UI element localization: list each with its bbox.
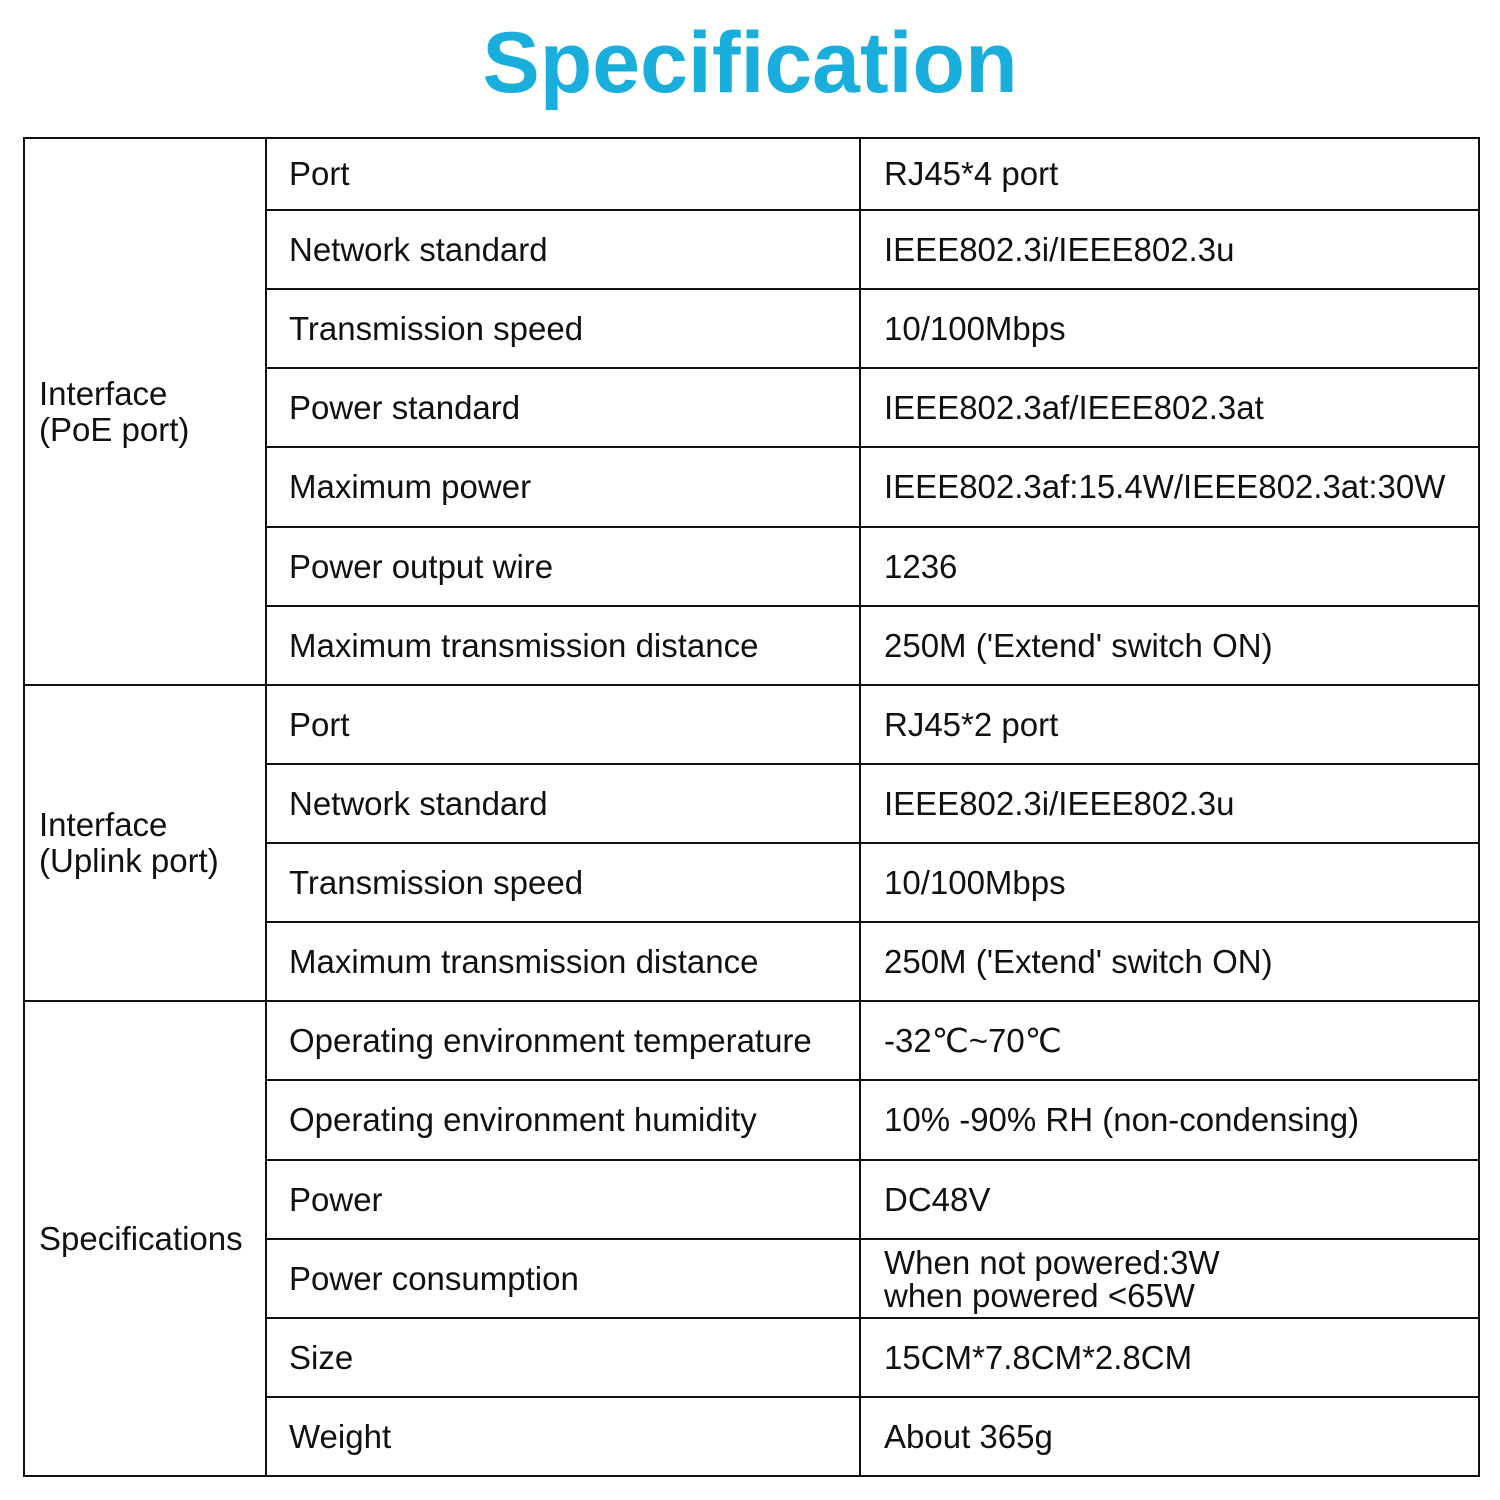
spec-value: IEEE802.3i/IEEE802.3u <box>860 210 1479 289</box>
spec-name: Operating environment temperature <box>266 1001 860 1080</box>
spec-value: 10/100Mbps <box>860 289 1479 368</box>
spec-value: 15CM*7.8CM*2.8CM <box>860 1318 1479 1397</box>
group-label-line1: Specifications <box>39 1219 243 1257</box>
spec-value: IEEE802.3af:15.4W/IEEE802.3at:30W <box>860 447 1479 527</box>
spec-value: 250M ('Extend' switch ON) <box>860 922 1479 1001</box>
spec-name: Maximum power <box>266 447 860 527</box>
spec-name: Network standard <box>266 210 860 289</box>
spec-value: DC48V <box>860 1160 1479 1239</box>
spec-value: 10/100Mbps <box>860 843 1479 922</box>
spec-name: Size <box>266 1318 860 1397</box>
spec-value: -32℃~70℃ <box>860 1001 1479 1080</box>
group-label-line2: (PoE port) <box>39 410 190 448</box>
page-title: Specification <box>482 15 1018 111</box>
group-label-poe-port <box>24 138 266 685</box>
spec-name: Transmission speed <box>266 289 860 368</box>
spec-name: Port <box>266 138 860 210</box>
spec-value: RJ45*4 port <box>860 138 1479 210</box>
specification-table <box>23 137 1480 1477</box>
spec-name: Maximum transmission distance <box>266 922 860 1001</box>
spec-value-line2: when powered <65W <box>884 1276 1195 1314</box>
group-label-line1: Interface <box>39 806 168 843</box>
group-label-line2: (Uplink port) <box>39 842 219 879</box>
table-row <box>24 138 1479 210</box>
spec-name: Weight <box>266 1397 860 1476</box>
spec-value: 250M ('Extend' switch ON) <box>860 606 1479 685</box>
spec-value: 1236 <box>860 527 1479 606</box>
spec-name: Power consumption <box>266 1239 860 1318</box>
spec-value: About 365g <box>860 1397 1479 1476</box>
spec-value: IEEE802.3af/IEEE802.3at <box>860 368 1479 447</box>
spec-value-line1: When not powered:3W <box>884 1243 1220 1281</box>
spec-value <box>860 1239 1479 1318</box>
group-label-line1: Interface <box>39 374 168 412</box>
spec-name: Power <box>266 1160 860 1239</box>
spec-value: 10% -90% RH (non-condensing) <box>860 1080 1479 1160</box>
spec-name: Power standard <box>266 368 860 447</box>
spec-name: Power output wire <box>266 527 860 606</box>
spec-value: IEEE802.3i/IEEE802.3u <box>860 764 1479 843</box>
group-label-uplink-port <box>24 685 266 1001</box>
spec-name: Operating environment humidity <box>266 1080 860 1160</box>
spec-name: Maximum transmission distance <box>266 606 860 685</box>
spec-name: Network standard <box>266 764 860 843</box>
spec-name: Port <box>266 685 860 764</box>
spec-value: RJ45*2 port <box>860 685 1479 764</box>
table-row <box>24 1001 1479 1080</box>
table-row <box>24 685 1479 764</box>
group-label-specifications <box>24 1001 266 1476</box>
spec-name: Transmission speed <box>266 843 860 922</box>
